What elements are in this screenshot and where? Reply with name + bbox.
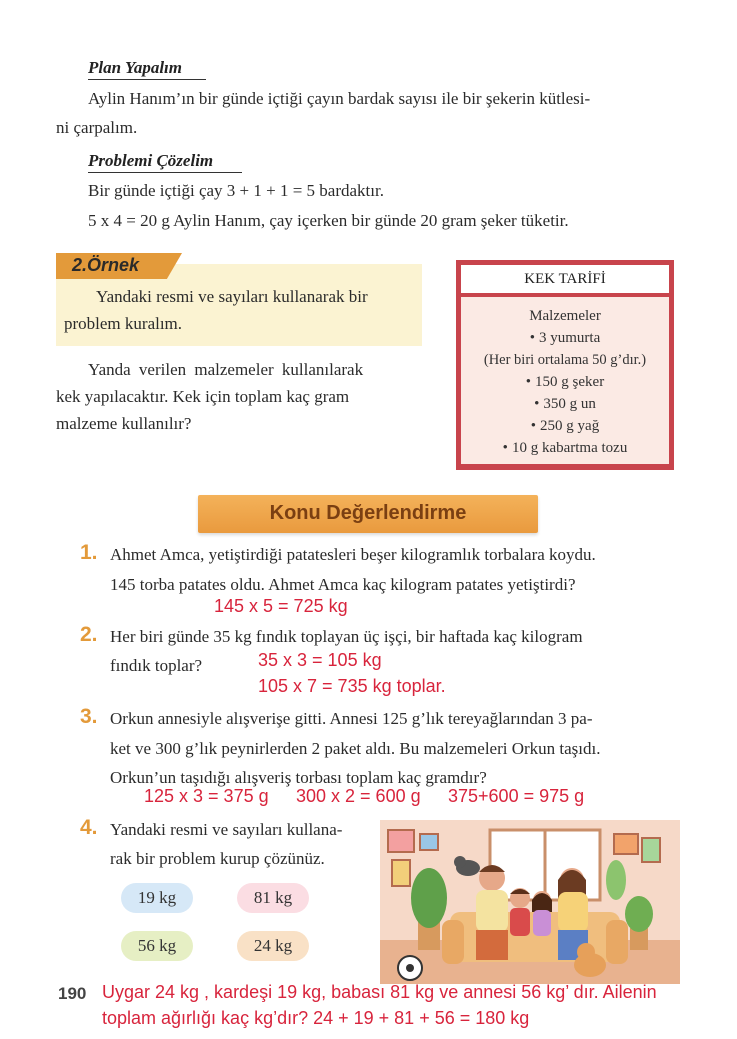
question-3-number: 3. xyxy=(80,705,98,728)
question-3-answer-2: 300 x 2 = 600 g xyxy=(296,786,421,806)
question-1-line-2: 145 torba patates oldu. Ahmet Amca kaç kilogram patates yetiştirdi? xyxy=(110,575,576,594)
question-3-line-3: Orkun’un taşıdığı alışveriş torbası toplam kaç gramdır? xyxy=(110,768,487,787)
weight-pill-19kg: 19 kg xyxy=(121,883,193,913)
plan-line-1: Aylin Hanım’ın bir günde içtiği çayın bardak sayısı ile bir şekerin kütlesi- xyxy=(88,89,591,108)
question-4-line-1: Yandaki resmi ve sayıları kullana- xyxy=(110,820,343,839)
recipe-title: KEK TARİFİ xyxy=(461,265,669,293)
recipe-item: • 3 yumurta xyxy=(461,327,669,349)
weight-pill-81kg: 81 kg xyxy=(237,883,309,913)
question-4-number: 4. xyxy=(80,816,98,839)
solve-heading: Problemi Çözelim xyxy=(88,151,242,173)
family-scene-icon xyxy=(380,820,680,984)
recipe-item: • 250 g yağ xyxy=(461,415,669,437)
recipe-item: • 350 g un xyxy=(461,393,669,415)
recipe-body xyxy=(461,297,669,464)
example-para-2: kek yapılacaktır. Kek için toplam kaç gram xyxy=(56,387,350,406)
recipe-item: • 10 g kabartma tozu xyxy=(461,437,669,459)
example-para-1: Yanda verilen malzemeler kullanılarak xyxy=(88,360,364,379)
question-3-line-2: ket ve 300 g’lık peynirlerden 2 paket aldı. Bu malzemeleri Orkun taşıdı. xyxy=(110,739,601,758)
question-4-line-2: rak bir problem kurup çözünüz. xyxy=(110,849,325,868)
solve-line-2: 5 x 4 = 20 g Aylin Hanım, çay içerken bir günde 20 gram şeker tüketir. xyxy=(88,211,569,230)
recipe-subtitle: Malzemeler xyxy=(529,308,601,324)
solve-line-1: Bir günde içtiği çay 3 + 1 + 1 = 5 bardaktır. xyxy=(88,181,384,200)
question-3-line-1: Orkun annesiyle alışverişe gitti. Annesi 125 g’lık tereyağlarından 3 pa- xyxy=(110,709,593,728)
example-label: 2.Örnek xyxy=(72,255,140,275)
question-2-answer-2: 105 x 7 = 735 kg toplar. xyxy=(258,676,446,696)
question-2-answer-1: 35 x 3 = 105 kg xyxy=(258,650,382,670)
question-1-answer: 145 x 5 = 725 kg xyxy=(214,596,348,616)
question-4-answer-1: Uygar 24 kg , kardeşi 19 kg, babası 81 kg ve annesi 56 kg’ dır. Ailenin xyxy=(102,982,657,1002)
question-3-answer-1: 125 x 3 = 375 g xyxy=(144,786,269,806)
plan-line-2: ni çarpalım. xyxy=(56,118,138,137)
page-number: 190 xyxy=(58,984,87,1003)
question-3-answer-3: 375+600 = 975 g xyxy=(448,786,585,806)
plan-heading: Plan Yapalım xyxy=(88,58,206,80)
question-2-line-2: fındık toplar? xyxy=(110,656,203,675)
example-para-3: malzeme kullanılır? xyxy=(56,414,192,433)
question-1-number: 1. xyxy=(80,541,98,564)
weight-pill-24kg: 24 kg xyxy=(237,931,309,961)
weight-pill-56kg: 56 kg xyxy=(121,931,193,961)
question-2-number: 2. xyxy=(80,623,98,646)
question-2-line-1: Her biri günde 35 kg fındık toplayan üç işçi, bir haftada kaç kilogram xyxy=(110,627,583,646)
recipe-card xyxy=(456,260,674,470)
recipe-item-note: (Her biri ortalama 50 g’dır.) xyxy=(483,352,647,368)
example-box-line-1: Yandaki resmi ve sayıları kullanarak bir xyxy=(96,287,368,306)
section-title: Konu Değerlendirme xyxy=(269,502,467,524)
example-box-line-2: problem kuralım. xyxy=(64,314,183,333)
recipe-item: • 150 g şeker xyxy=(461,371,669,393)
question-1-line-1: Ahmet Amca, yetiştirdiği patatesleri beşer kilogramlık torbalara koydu. xyxy=(110,545,596,564)
family-illustration xyxy=(380,820,680,984)
question-4-answer-2: toplam ağırlığı kaç kg’dır? 24 + 19 + 81 + 56 = 180 kg xyxy=(102,1008,530,1028)
